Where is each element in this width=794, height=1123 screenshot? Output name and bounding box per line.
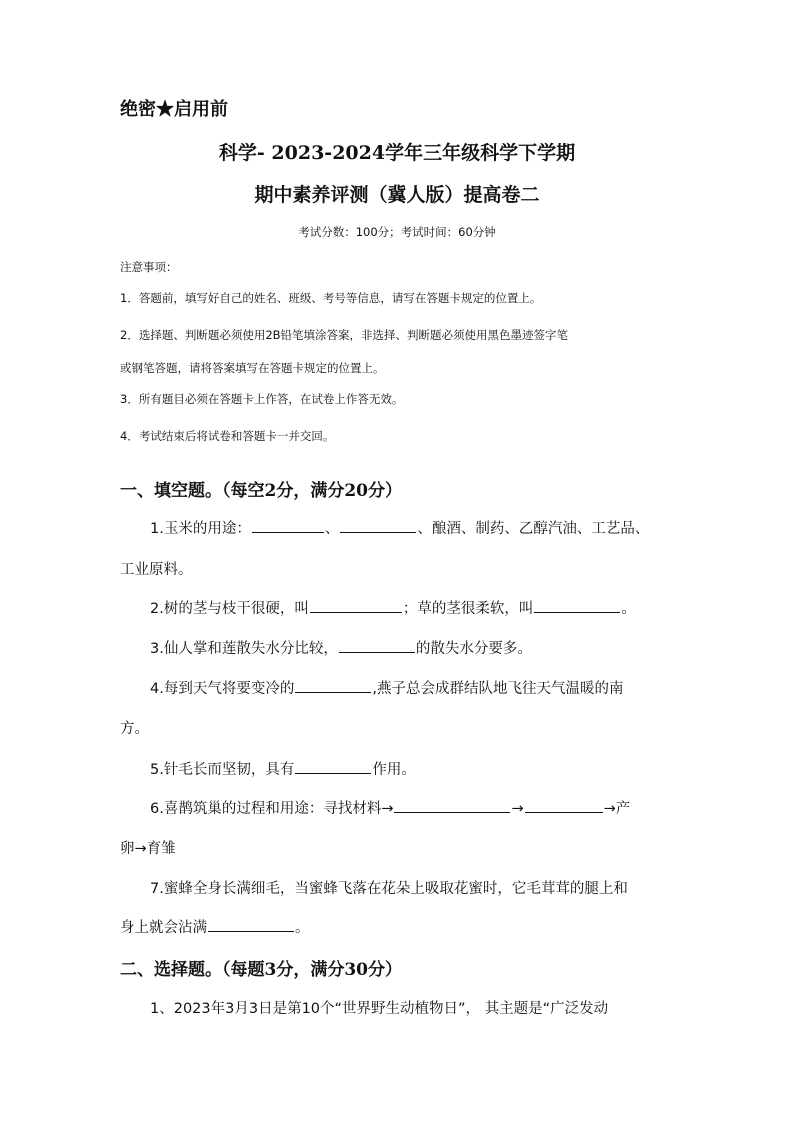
question-5 xyxy=(150,758,416,779)
answer-blank[interactable] xyxy=(310,598,402,613)
confidential-label: 绝密★启用前 xyxy=(120,99,228,120)
note-item: 1．答题前，填写好自己的姓名、班级、考号等信息，请写在答题卡规定的位置上。 xyxy=(120,291,542,305)
note-item: 2．选择题、判断题必须使用2B铅笔填涂答案，非选择、判断题必须使用黑色墨迹签字笔 xyxy=(120,328,569,342)
question-7-continuation xyxy=(120,916,310,937)
answer-blank[interactable] xyxy=(340,518,416,533)
answer-blank[interactable] xyxy=(208,917,294,932)
answer-blank[interactable] xyxy=(534,598,620,613)
question-6-continuation: 卵→育雏 xyxy=(120,841,176,857)
exam-info: 考试分数：100分；考试时间：60分钟 xyxy=(298,225,496,239)
question-text: 、酿酒、制药、乙醇汽油、工艺品、 xyxy=(417,521,650,537)
question-7: 7.蜜蜂全身长满细毛，当蜜蜂飞落在花朵上吸取花蜜时，它毛茸茸的腿上和 xyxy=(150,881,628,897)
exam-title-line2: 期中素养评测（冀人版）提高卷二 xyxy=(254,184,540,206)
question-1 xyxy=(150,517,649,538)
question-6 xyxy=(150,797,630,818)
notes-title: 注意事项： xyxy=(120,260,178,274)
question-text: 3.仙人掌和莲散失水分比较， xyxy=(150,641,338,657)
question-text: 2.树的茎与枝干很硬，叫 xyxy=(150,601,309,617)
question-1-continuation: 工业原料。 xyxy=(120,562,193,578)
answer-blank[interactable] xyxy=(252,518,324,533)
note-item: 4．考试结束后将试卷和答题卡一并交回。 xyxy=(120,429,335,443)
question-text: 1.玉米的用途： xyxy=(150,521,251,537)
question-4-continuation: 方。 xyxy=(120,721,149,737)
question-2 xyxy=(150,597,636,618)
question-text: 身上就会沾满 xyxy=(120,920,207,936)
question-4 xyxy=(150,677,623,698)
answer-blank[interactable] xyxy=(295,759,371,774)
question-text: → xyxy=(511,801,524,817)
choice-question-1: 1、2023年3月3日是第10个“世界野生动植物日”， 其主题是“广泛发动 xyxy=(150,1001,609,1017)
section-heading-fill-blank: 一、填空题。（每空2分，满分20分） xyxy=(120,481,402,501)
question-text: ；草的茎很柔软，叫 xyxy=(402,601,534,617)
section-heading-choice: 二、选择题。（每题3分，满分30分） xyxy=(120,960,402,980)
question-text: 的散失水分要多。 xyxy=(415,641,532,657)
exam-title-line1: 科学- 2023-2024学年三年级科学下学期 xyxy=(218,142,576,164)
question-text: 6.喜鹊筑巢的过程和用途：寻找材料→ xyxy=(150,801,394,817)
question-text: 作用。 xyxy=(372,762,416,778)
question-text: 。 xyxy=(295,920,310,936)
answer-blank[interactable] xyxy=(339,638,415,653)
note-item: 3．所有题目必须在答题卡上作答，在试卷上作答无效。 xyxy=(120,392,404,406)
question-text: →产 xyxy=(603,801,631,817)
answer-blank[interactable] xyxy=(525,798,603,813)
answer-blank[interactable] xyxy=(295,678,371,693)
question-3 xyxy=(150,637,532,658)
question-text: ,燕子总会成群结队地飞往天气温暖的南 xyxy=(372,681,624,697)
answer-blank[interactable] xyxy=(394,798,510,813)
question-text: 。 xyxy=(621,601,636,617)
question-text: 、 xyxy=(324,521,340,537)
note-item: 或钢笔答题，请将答案填写在答题卡规定的位置上。 xyxy=(120,361,385,375)
question-text: 4.每到天气将要变冷的 xyxy=(150,681,295,697)
question-text: 5.针毛长而坚韧，具有 xyxy=(150,762,295,778)
